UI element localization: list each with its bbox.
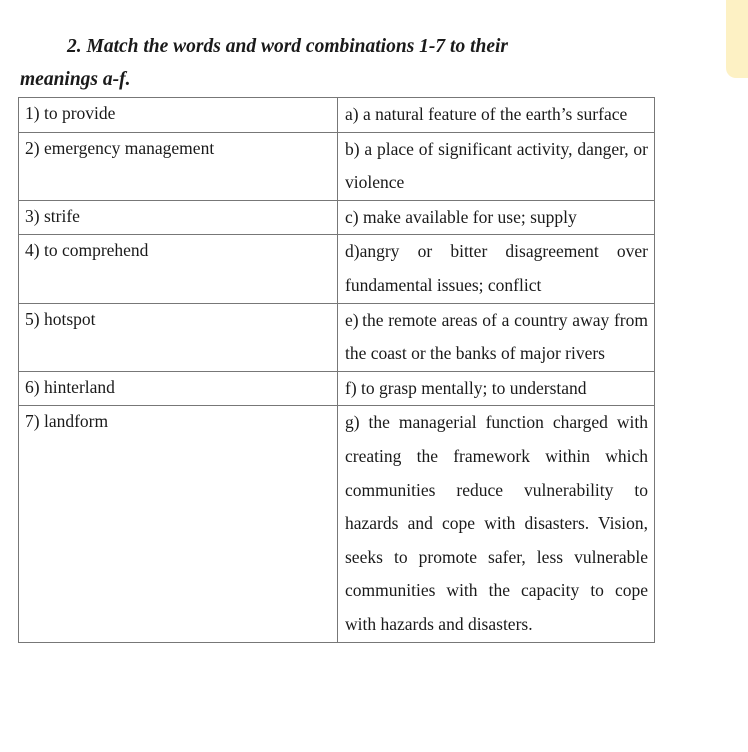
term-cell (19, 235, 338, 303)
meaning-cell (338, 371, 655, 406)
term-cell (19, 371, 338, 406)
meaning-cell (338, 303, 655, 371)
meaning-text: d)angry or bitter disagreement over fundamental issues; conflict (345, 241, 648, 295)
table-row (19, 303, 655, 371)
term-text: 1) to provide (25, 103, 116, 123)
table-row (19, 235, 655, 303)
term-cell (19, 406, 338, 642)
term-text: 2) emergency management (25, 137, 215, 158)
meaning-cell (338, 200, 655, 235)
matching-table (18, 97, 655, 643)
meaning-cell (338, 98, 655, 133)
meaning-text: f) to grasp mentally; to understand (345, 377, 587, 398)
term-cell (19, 98, 338, 133)
exercise-title-line-2: meanings a-f. (20, 69, 131, 90)
term-text: 7) landform (25, 411, 109, 432)
table-row (19, 406, 655, 642)
term-text: 6) hinterland (25, 376, 115, 397)
meaning-text: a) a natural feature of the earth’s surface (345, 104, 628, 124)
meaning-text: g) the managerial function charged with creating the framework within which communities reduce vulnerability to hazards and cope with disasters. Vision, seeks to promote safer, less vulnerable communities with the capacity to cope with hazards and disasters. (345, 412, 648, 634)
term-cell (19, 200, 338, 235)
table-row (19, 371, 655, 406)
table-row (19, 132, 655, 200)
meaning-cell (338, 132, 655, 200)
term-text: 5) hotspot (25, 308, 96, 329)
table-row (19, 98, 655, 133)
term-text: 3) strife (25, 205, 80, 226)
exercise-title (20, 30, 660, 96)
term-cell (19, 132, 338, 200)
meaning-text: b) a place of significant activity, danger, or violence (345, 138, 648, 193)
meaning-cell (338, 406, 655, 642)
term-cell (19, 303, 338, 371)
term-text: 4) to comprehend (25, 240, 149, 261)
highlight-tab-decoration (726, 0, 748, 78)
meaning-text: c) make available for use; supply (345, 206, 577, 227)
meaning-text: e) the remote areas of a country away from the coast or the banks of major rivers (345, 309, 648, 364)
meaning-cell (338, 235, 655, 303)
exercise-title-line-1: 2. Match the words and word combinations 1-7 to their (67, 36, 508, 57)
table-row (19, 200, 655, 235)
